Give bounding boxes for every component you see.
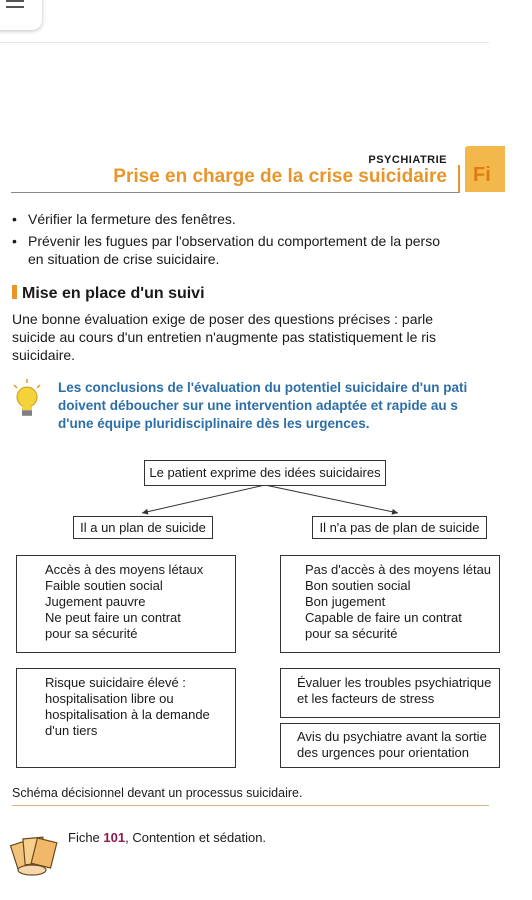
fiche-number[interactable]: 101 xyxy=(103,830,126,845)
paragraph xyxy=(12,310,532,364)
caption-rule xyxy=(12,805,489,806)
chapter-tab-label: Fi xyxy=(473,164,491,186)
tip-text: Les conclusions de l'évaluation du potentiel suicidaire d'un pati doivent déboucher sur une intervention adaptée et rapide au s d'une équipe pluridisciplinaire dès les urgences. xyxy=(58,380,468,431)
section-label: PSYCHIATRIE xyxy=(368,154,447,166)
fiche-reference[interactable]: Fiche 101, Contention et sédation. xyxy=(68,830,267,845)
high-risk-outcome-box: Risque suicidaire élevé : hospitalisation libre ou hospitalisation à la demande d'un tiers xyxy=(16,668,236,768)
bullet-item-continuation: en situation de crise suicidaire. xyxy=(28,251,220,267)
paragraph-line: suicidaire. xyxy=(12,347,76,363)
bullet-item: • Vérifier la fermeture des fenêtres. xyxy=(12,210,512,228)
subsection-title: Mise en place d'un suivi xyxy=(22,285,205,302)
bullet-list xyxy=(12,210,512,268)
subsection-heading xyxy=(12,285,205,303)
menu-button[interactable] xyxy=(0,0,42,30)
evaluate-disorders-box: Évaluer les troubles psychiatrique et les facteurs de stress xyxy=(280,668,500,718)
page-title: Prise en charge de la crise suicidaire xyxy=(113,166,447,187)
bullet-item: • Prévenir les fugues par l'observation du comportement de la perso xyxy=(12,232,512,250)
paragraph-line: suicide au cours d'un entretien n'augmente pas statistiquement le ris xyxy=(12,329,437,345)
paragraph-line: Une bonne évaluation exige de poser des questions précises : parle xyxy=(12,311,434,327)
title-separator xyxy=(458,165,460,193)
lightbulb-icon xyxy=(10,378,44,420)
right-criteria-box: Pas d'accès à des moyens létau Bon soutien social Bon jugement Capable de faire un contrat pour sa sécurité xyxy=(280,555,500,653)
chapter-tab xyxy=(465,146,505,192)
title-rule xyxy=(11,192,459,193)
left-criteria-box: Accès à des moyens létaux Faible soutien social Jugement pauvre Ne peut faire un contrat pour sa sécurité xyxy=(16,555,236,653)
diagram-caption: Schéma décisionnel devant un processus suicidaire. xyxy=(12,786,303,800)
left-branch-node: Il a un plan de suicide xyxy=(73,516,213,539)
decision-diagram xyxy=(0,455,492,775)
top-separator xyxy=(0,42,489,43)
fiche-cards-icon xyxy=(10,828,62,878)
right-branch-node: Il n'a pas de plan de suicide xyxy=(312,516,487,539)
heading-marker xyxy=(12,285,17,299)
psychiatrist-advice-box: Avis du psychiatre avant la sortie des urgences pour orientation xyxy=(280,723,500,768)
hamburger-menu-icon xyxy=(6,0,24,12)
root-node: Le patient exprime des idées suicidaires xyxy=(144,460,386,486)
